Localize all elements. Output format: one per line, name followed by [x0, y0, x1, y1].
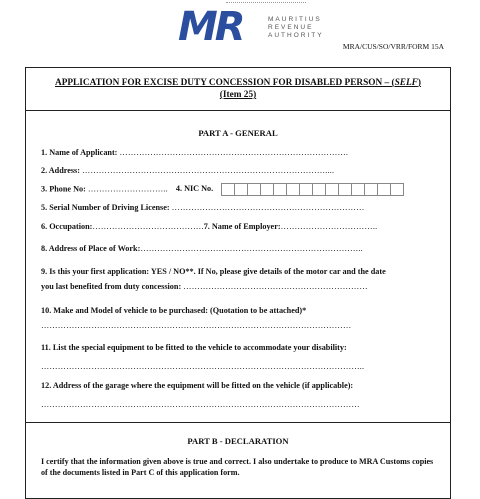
field-driving-license[interactable] [41, 203, 365, 212]
nic-box[interactable] [222, 184, 235, 195]
nic-box[interactable] [326, 184, 339, 195]
label-address: 2. Address: [41, 166, 83, 175]
label-name: 1. Name of Applicant: [41, 148, 120, 157]
label-garage-address: 12. Address of the garage where the equipment will be fitted on the vehicle (if applicable): [41, 381, 354, 390]
form-title [26, 77, 450, 101]
nic-box[interactable] [248, 184, 261, 195]
label-first-application: 9. Is this your first application: YES / NO**. If No, please give details of the motor car and the date [41, 267, 386, 276]
logo-wordmark [268, 16, 324, 40]
dots-name: ………………………………………………………………………. [119, 148, 349, 157]
label-employer: 7. Name of Employer: [203, 222, 281, 231]
dots-phone: ……………………….. [87, 184, 168, 194]
field-special-equipment-line[interactable] [41, 362, 364, 371]
nic-input-boxes[interactable] [221, 183, 404, 196]
field-occupation-employer[interactable] [41, 222, 377, 231]
dots-work-address: …………………………………………………………………….. [140, 244, 363, 253]
dots-occupation: …………………………………. [92, 222, 204, 231]
label-license: 5. Serial Number of Driving License: [41, 203, 172, 212]
title-box [26, 68, 450, 111]
nic-box[interactable] [287, 184, 300, 195]
field-phone-nic[interactable] [41, 183, 404, 196]
nic-box[interactable] [274, 184, 287, 195]
label-make-model: 10. Make and Model of vehicle to be purchased: (Quotation to be attached)* [41, 306, 307, 315]
title-item: (Item 25) [219, 90, 257, 100]
label-last-benefited: you last benefited from duty concession: [41, 282, 184, 291]
nic-box[interactable] [235, 184, 248, 195]
field-place-of-work[interactable] [41, 244, 363, 253]
field-make-model [41, 306, 306, 315]
nic-box[interactable] [391, 184, 403, 195]
nic-box[interactable] [365, 184, 378, 195]
field-last-benefited[interactable] [41, 282, 368, 291]
field-make-model-line[interactable] [41, 321, 351, 330]
dots-make-model: ………………………………………………………………………………………………… [41, 321, 352, 330]
part-b-heading: PART B - DECLARATION [187, 436, 289, 446]
nic-box[interactable] [261, 184, 274, 195]
logo-mark: MR [178, 4, 243, 50]
dots-address: …………………………………………………………………………….... [82, 166, 335, 175]
nic-box[interactable] [352, 184, 365, 195]
label-occupation: 6. Occupation: [41, 222, 93, 231]
dots-garage-address: …………………………………………………………………………………………………… [41, 400, 360, 409]
label-phone: 3. Phone No: [41, 184, 88, 194]
part-a-heading: PART A - GENERAL [198, 128, 278, 138]
field-special-equipment [41, 343, 347, 352]
dots-special-equipment: …………………………………………………………………………………………………….. [41, 362, 365, 371]
field-first-application[interactable] [41, 267, 386, 276]
dots-license: …………………………………………………………… [171, 203, 365, 212]
nic-box[interactable] [339, 184, 352, 195]
field-garage-address-line[interactable] [41, 400, 360, 409]
dots-employer: …………………………….. [280, 222, 378, 231]
part-b-divider [26, 422, 450, 423]
mra-logo [174, 3, 324, 55]
label-work-address: 8. Address of Place of Work: [41, 244, 141, 253]
logo-line-3: AUTHORITY [268, 32, 324, 39]
field-name-of-applicant[interactable] [41, 148, 348, 157]
dots-last-benefited: ………………………………………………………… [183, 282, 368, 291]
nic-box[interactable] [378, 184, 391, 195]
nic-box[interactable] [313, 184, 326, 195]
form-reference: MRA/CUS/SO/VRR/FORM 15A [342, 42, 444, 51]
field-address[interactable] [41, 166, 334, 175]
label-special-equipment: 11. List the special equipment to be fitted to the vehicle to accommodate your disability: [41, 343, 347, 352]
form-frame [25, 67, 451, 499]
label-nic: 4. NIC No. [175, 184, 214, 194]
title-close: ) [417, 78, 421, 88]
field-garage-address [41, 381, 353, 390]
nic-box[interactable] [300, 184, 313, 195]
declaration-text: I certify that the information given above is true and correct. I also undertake to produce to MRA Customs copies of the documents listed in Part C of this application form. [41, 457, 434, 477]
title-self: SELF [394, 78, 418, 88]
logo-line-1: MAURITIUS [268, 16, 322, 23]
title-main: APPLICATION FOR EXCISE DUTY CONCESSION FOR DISABLED PERSON – ( [54, 78, 395, 88]
logo-line-2: REVENUE [268, 24, 314, 31]
